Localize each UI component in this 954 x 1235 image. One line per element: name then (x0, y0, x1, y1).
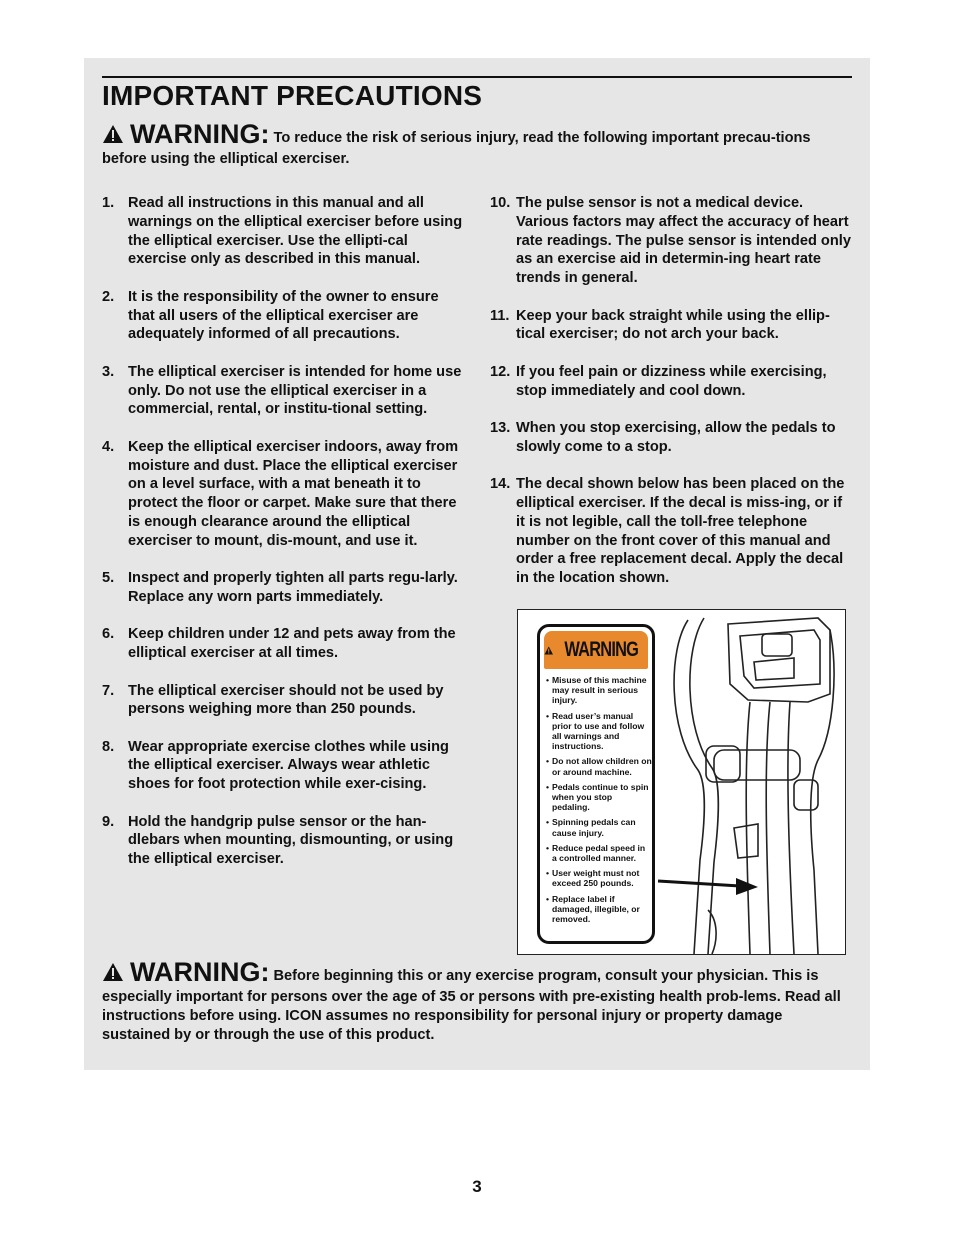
warning-triangle-icon (102, 962, 124, 988)
bottom-warning (102, 957, 852, 1045)
decal-item: • User weight must not exceed 250 pounds. (546, 868, 652, 888)
decal-heading-text: WARNING (563, 638, 638, 661)
list-item (102, 194, 464, 269)
item-number: 1. (102, 195, 115, 211)
item-number: 14. (490, 476, 511, 493)
decal-item: • Misuse of this machine may result in serious injury. (546, 675, 652, 706)
item-number: 12. (490, 363, 511, 380)
list-item (490, 419, 854, 457)
decal-item: • Replace label if damaged, illegible, or removed. (546, 894, 652, 925)
warning-decal-label (537, 624, 655, 944)
list-item (102, 682, 464, 720)
decal-item: • Pedals continue to spin when you stop pedaling. (546, 782, 652, 813)
decal-list (546, 675, 652, 924)
item-text: Keep your back straight while using the ellip-tical exerciser; do not arch your back. (516, 307, 830, 343)
decal-item: • Read user’s manual prior to use and follow all warnings and instructions. (546, 711, 652, 752)
item-text: It is the responsibility of the owner to ensure that all users of the elliptical exerciser are adequately informed of all precautions. (128, 288, 439, 343)
precautions-right-column (490, 194, 854, 607)
list-item (490, 307, 854, 345)
list-item (102, 288, 464, 344)
precautions-left-column (102, 194, 464, 888)
warning-word: WARNING: (130, 957, 270, 987)
list-item (102, 569, 464, 607)
item-text: The decal shown below has been placed on the elliptical exerciser. If the decal is miss-ing, or if it is not legible, call the toll-free telephone number on the front cover of this manual and order a free replacement decal. Apply the decal in the location shown. (516, 476, 845, 587)
list-item (490, 363, 854, 401)
item-number: 3. (102, 363, 115, 380)
list-item (102, 738, 464, 794)
item-number: 10. (490, 195, 511, 211)
item-text: Hold the handgrip pulse sensor or the han-dlebars when mounting, dismounting, or using the elliptical exerciser. (128, 813, 454, 868)
page-number: 3 (472, 1177, 482, 1196)
decal-illustration (517, 609, 846, 955)
list-item (102, 438, 464, 551)
item-number: 5. (102, 570, 115, 587)
list-item (490, 475, 854, 588)
decal-item: • Reduce pedal speed in a controlled manner. (546, 843, 652, 863)
item-text: The pulse sensor is not a medical device. Various factors may affect the accuracy of heart rate readings. The pulse sensor is intended only as an exercise aid in determin-ing heart rate trends in general. (516, 195, 851, 287)
item-number: 11. (490, 307, 510, 324)
warning-word: WARNING: (130, 119, 270, 149)
decal-item: • Spinning pedals can cause injury. (546, 817, 652, 837)
decal-item: • Do not allow children on or around machine. (546, 756, 652, 776)
item-number: 4. (102, 438, 115, 455)
item-text: The elliptical exerciser is intended for home use only. Do not use the elliptical exerciser in a commercial, rental, or institu-tional setting. (128, 363, 462, 418)
item-number: 9. (102, 813, 115, 830)
warning-text: To reduce the risk of serious injury, read the following important precau-tions before using the elliptical exerciser. (102, 130, 811, 167)
item-text: Keep the elliptical exerciser indoors, away from moisture and dust. Place the elliptical exerciser on a level surface, with a mat beneath it to protect the floor or carpet. Make sure that there is enough clearance around the elliptical exerciser to mount, dis-mount, and use it. (128, 438, 459, 549)
item-number: 13. (490, 419, 511, 436)
title-rule (102, 76, 852, 78)
item-text: Read all instructions in this manual and all warnings on the elliptical exerciser before using the elliptical exerciser. Use the ellipti-cal exercise only as described in this manual. (128, 195, 463, 268)
warning-text: Before beginning this or any exercise program, consult your physician. This is especially important for persons over the age of 35 or persons with pre-existing health prob-lems. Read all instructions before using. ICON assumes no responsibility for personal injury or property damage sustained by or through the use of this product. (102, 968, 841, 1043)
item-number: 6. (102, 626, 115, 643)
item-text: Wear appropriate exercise clothes while using the elliptical exerciser. Always wear athletic shoes for foot protection while exer-cising. (128, 738, 449, 793)
list-item (102, 813, 464, 869)
item-text: The elliptical exerciser should not be used by persons weighing more than 250 pounds. (128, 682, 444, 718)
warning-triangle-icon (102, 124, 124, 150)
item-text: Inspect and properly tighten all parts regu-larly. Replace any worn parts immediately. (128, 570, 458, 605)
top-warning (102, 119, 852, 169)
list-item (102, 363, 464, 419)
warning-triangle-icon (544, 642, 554, 659)
item-text: When you stop exercising, allow the pedals to slowly come to a stop. (516, 419, 836, 455)
item-text: Keep children under 12 and pets away from the elliptical exerciser at all times. (128, 626, 456, 662)
item-text: If you feel pain or dizziness while exercising, stop immediately and cool down. (516, 363, 827, 399)
page-title: IMPORTANT PRECAUTIONS (102, 80, 483, 111)
list-item (490, 194, 854, 288)
list-item (102, 625, 464, 663)
item-number: 7. (102, 682, 115, 699)
decal-heading (544, 631, 648, 669)
item-number: 8. (102, 738, 115, 755)
item-number: 2. (102, 288, 115, 305)
